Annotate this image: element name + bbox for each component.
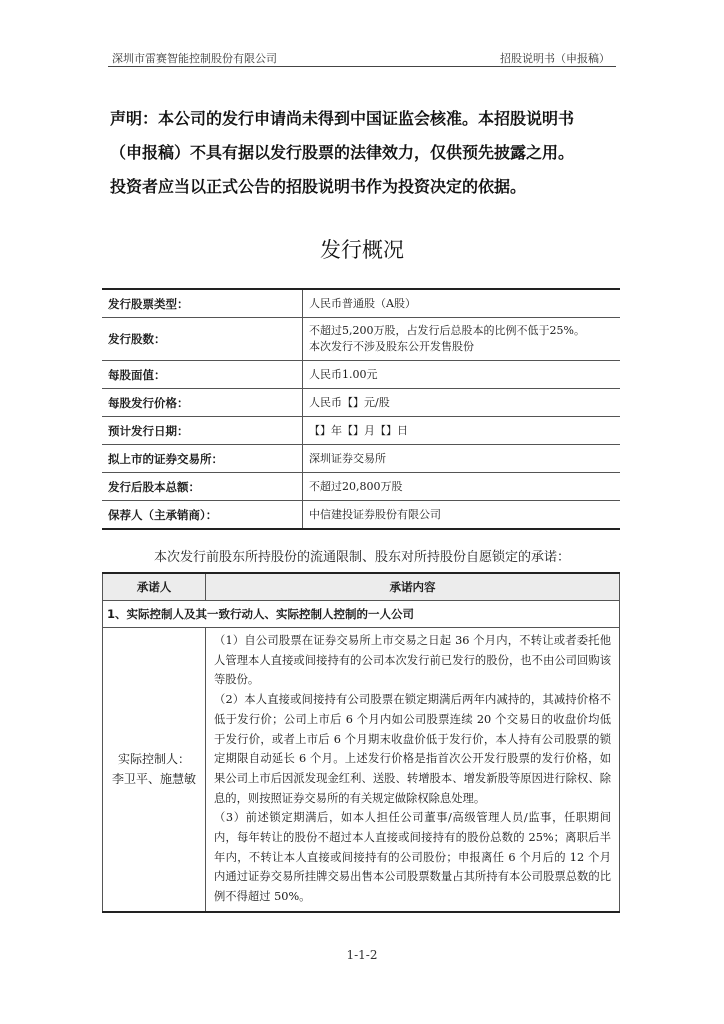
table-header-row bbox=[103, 573, 620, 601]
promisor-cell bbox=[103, 628, 206, 912]
section-row bbox=[103, 601, 620, 628]
table-row bbox=[102, 361, 620, 389]
header-rule bbox=[108, 66, 616, 67]
commitment-paragraph: （3）前述锁定期满后，如本人担任公司董事/高级管理人员/监事，任职期间内，每年转让的股份不超过本人直接或间接持有的股份总数的 25%；离职后半年内，不转让本人直接或间接持有的公司股份；申报离任 6 个月后的 12 个月内通过证券交易所挂牌交易出售本公司股票数量占其所持有本公司股票总数的比例不得超过 50%。 bbox=[214, 811, 611, 904]
row-label: 发行股数： bbox=[102, 318, 303, 361]
header-company: 深圳市雷赛智能控制股份有限公司 bbox=[112, 52, 277, 65]
overview-table bbox=[102, 288, 620, 530]
statement-line: 声明：本公司的发行申请尚未得到中国证监会核准。本招股说明书 bbox=[110, 109, 575, 128]
row-label: 保荐人（主承销商）： bbox=[102, 501, 303, 530]
disclaimer-statement bbox=[110, 102, 620, 204]
commitment-paragraph: （1）自公司股票在证券交易所上市交易之日起 36 个月内，不转让或者委托他人管理本人直接或间接持有的公司本次发行前已发行的股份，也不由公司回购该等股份。 bbox=[214, 634, 611, 687]
row-value-line: 不超过5,200万股，占发行后总股本的比例不低于25%。 bbox=[309, 324, 585, 337]
column-header-content: 承诺内容 bbox=[206, 573, 620, 601]
commitment-intro: 本次发行前股东所持股份的流通限制、股东对所持股份自愿锁定的承诺： bbox=[153, 550, 570, 565]
row-label: 拟上市的证券交易所： bbox=[102, 445, 303, 473]
commitment-table bbox=[102, 572, 620, 913]
section-title: 1、实际控制人及其一致行动人、实际控制人控制的一人公司 bbox=[103, 601, 620, 628]
row-value bbox=[303, 318, 621, 361]
row-value-line: 本次发行不涉及股东公开发售股份 bbox=[309, 340, 474, 353]
table-row bbox=[102, 289, 620, 318]
statement-line: 投资者应当以正式公告的招股说明书作为投资决定的依据。 bbox=[110, 177, 527, 196]
row-value: 【】年【】月【】日 bbox=[303, 417, 621, 445]
statement-line: （申报稿）不具有据以发行股票的法律效力，仅供预先披露之用。 bbox=[110, 143, 575, 162]
page-number: 1-1-2 bbox=[346, 948, 378, 962]
row-label: 每股发行价格： bbox=[102, 389, 303, 417]
column-header-promisor: 承诺人 bbox=[103, 573, 206, 601]
row-label: 预计发行日期： bbox=[102, 417, 303, 445]
row-value: 深圳证券交易所 bbox=[303, 445, 621, 473]
table-row bbox=[102, 473, 620, 501]
table-row bbox=[102, 417, 620, 445]
row-value: 人民币1.00元 bbox=[303, 361, 621, 389]
row-value: 不超过20,800万股 bbox=[303, 473, 621, 501]
row-value: 人民币普通股（A股） bbox=[303, 289, 621, 318]
row-value: 人民币【】元/股 bbox=[303, 389, 621, 417]
promisor-label: 实际控制人： bbox=[117, 752, 190, 767]
table-row bbox=[102, 501, 620, 530]
row-value: 中信建投证券股份有限公司 bbox=[303, 501, 621, 530]
row-label: 每股面值： bbox=[102, 361, 303, 389]
row-label: 发行后股本总额： bbox=[102, 473, 303, 501]
table-row bbox=[103, 628, 620, 912]
table-row bbox=[102, 318, 620, 361]
row-label: 发行股票类型： bbox=[102, 289, 303, 318]
commitment-content bbox=[206, 628, 620, 912]
header-doc-title: 招股说明书（申报稿） bbox=[500, 52, 610, 65]
promisor-names: 李卫平、施慧敏 bbox=[111, 772, 196, 787]
table-row bbox=[102, 389, 620, 417]
table-row bbox=[102, 445, 620, 473]
page-title: 发行概况 bbox=[320, 238, 404, 262]
commitment-paragraph: （2）本人直接或间接持有公司股票在锁定期满后两年内减持的，其减持价格不低于发行价；公司上市后 6 个月内如公司股票连续 20 个交易日的收盘价均低于发行价，或者上市后 6 个月期末收盘价低于发行价，本人持有公司股票的锁定期限自动延长 6 个月。上述发行价格是指首次公开发行股票的发行价格，如果公司上市后因派发现金红利、送股、转增股本、增发新股等原因进行除权、除息的，则按照证券交易所的有关规定做除权除息处理。 bbox=[214, 693, 611, 805]
